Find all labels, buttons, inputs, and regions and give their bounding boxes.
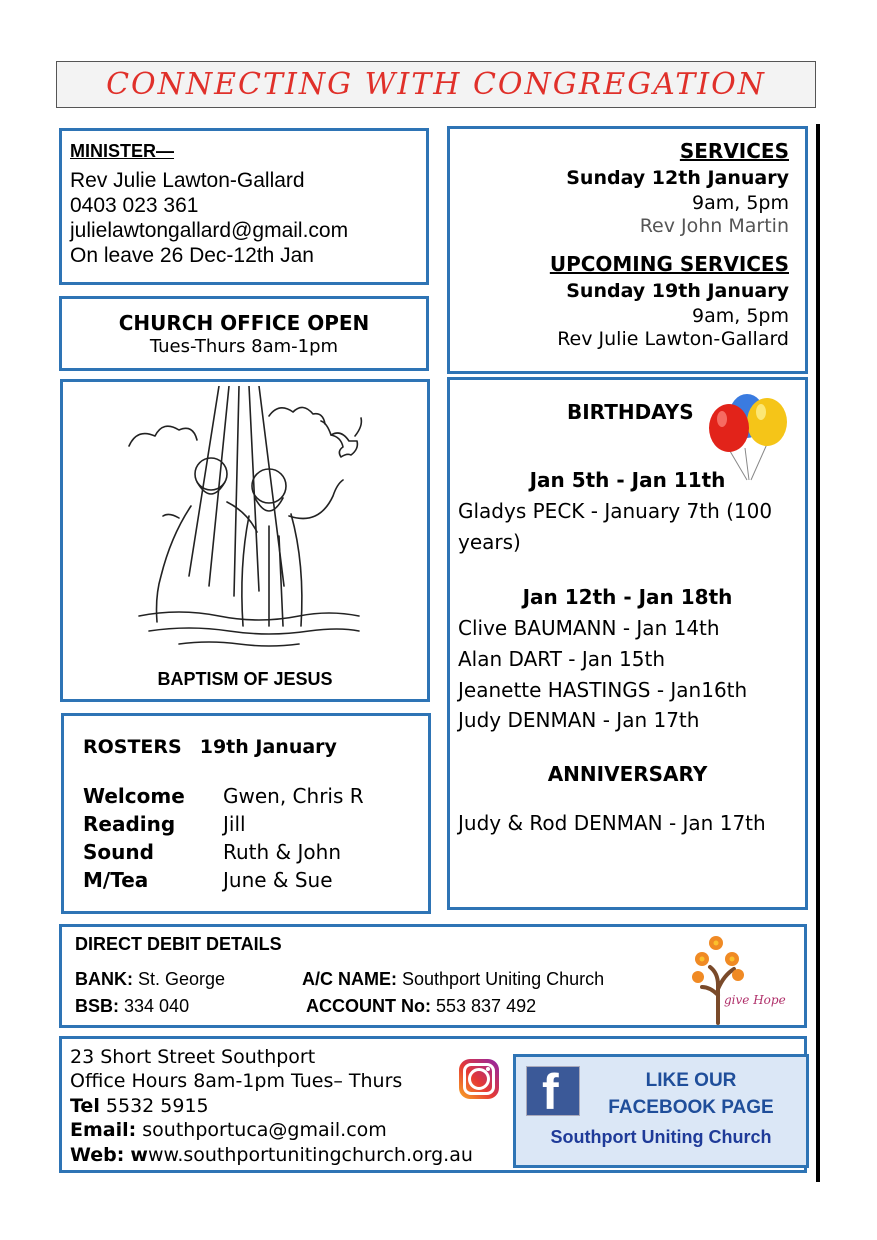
facebook-box[interactable]	[513, 1054, 809, 1168]
tel-value: 5532 5915	[105, 1095, 209, 1117]
minister-leave: On leave 26 Dec-12th Jan	[70, 244, 314, 267]
email-value[interactable]: southportuca@gmail.com	[142, 1119, 387, 1141]
office-heading: CHURCH OFFICE OPEN	[118, 311, 370, 335]
roster-row	[83, 838, 428, 866]
service-times: 9am, 5pm	[692, 192, 789, 214]
service-day: Sunday 12th January	[566, 167, 789, 189]
baptism-box	[60, 379, 430, 702]
debit-bsb	[75, 996, 189, 1017]
acname-value: Southport Uniting Church	[402, 969, 605, 989]
roster-role: Reading	[83, 812, 176, 836]
account-label: ACCOUNT No:	[306, 996, 431, 1016]
birthday-week-1: Jan 5th - Jan 11th	[529, 468, 726, 492]
bsb-label: BSB:	[75, 996, 119, 1016]
birthday-week-2: Jan 12th - Jan 18th	[522, 585, 733, 609]
instagram-icon[interactable]	[459, 1059, 499, 1099]
give-hope-text: give Hope	[724, 993, 786, 1007]
web-label: Web:	[70, 1144, 125, 1166]
birthdays-box	[447, 377, 808, 910]
account-value: 553 837 492	[436, 996, 537, 1016]
minister-box	[59, 128, 429, 285]
web-w: w	[130, 1144, 148, 1166]
rosters-box	[61, 713, 431, 914]
roster-names: Ruth & John	[223, 840, 341, 864]
roster-names: June & Sue	[223, 868, 333, 892]
debit-heading: DIRECT DEBIT DETAILS	[75, 934, 282, 954]
roster-role: Welcome	[83, 784, 185, 808]
roster-role: M/Tea	[83, 868, 149, 892]
acname-label: A/C NAME:	[302, 969, 397, 989]
give-hope-logo	[688, 929, 792, 1025]
web-value[interactable]: ww.southportunitingchurch.org.au	[147, 1144, 473, 1166]
roster-names: Jill	[223, 812, 246, 836]
bank-label: BANK:	[75, 969, 133, 989]
rosters-title: ROSTERS	[83, 736, 182, 758]
contact-box	[59, 1036, 807, 1173]
services-heading: SERVICES	[679, 139, 789, 163]
roster-row	[83, 866, 428, 894]
upcoming-service-day: Sunday 19th January	[566, 280, 789, 302]
upcoming-service-times: 9am, 5pm	[692, 305, 789, 327]
anniversary-heading: ANNIVERSARY	[547, 762, 708, 786]
minister-name: Rev Julie Lawton-Gallard	[70, 169, 305, 192]
roster-names: Gwen, Chris R	[223, 784, 364, 808]
anniversary-entry: Judy & Rod DENMAN - Jan 17th	[458, 811, 766, 835]
baptism-caption: BAPTISM OF JESUS	[157, 669, 333, 689]
facebook-line2: FACEBOOK PAGE	[608, 1097, 774, 1118]
minister-heading: MINISTER—	[70, 141, 175, 161]
contact-email	[70, 1118, 387, 1143]
debit-bank	[75, 969, 225, 990]
facebook-page-name: Southport Uniting Church	[550, 1127, 772, 1147]
contact-office-hours: Office Hours 8am-1pm Tues– Thurs	[70, 1070, 403, 1092]
birthday-entry: Alan DART - Jan 15th	[458, 647, 666, 671]
services-box	[447, 126, 808, 374]
bank-value: St. George	[138, 969, 226, 989]
church-office-box	[59, 296, 429, 371]
email-label: Email:	[70, 1119, 137, 1141]
facebook-line1: LIKE OUR	[645, 1070, 737, 1091]
roster-row	[83, 810, 428, 838]
minister-phone: 0403 023 361	[70, 194, 199, 217]
birthday-entry: Judy DENMAN - Jan 17th	[458, 708, 700, 732]
contact-address: 23 Short Street Southport	[70, 1046, 316, 1068]
service-minister: Rev John Martin	[639, 215, 789, 237]
office-hours: Tues-Thurs 8am-1pm	[149, 336, 339, 357]
bsb-value: 334 040	[124, 996, 190, 1016]
birthdays-heading: BIRTHDAYS	[567, 400, 694, 424]
contact-tel	[70, 1094, 209, 1119]
birthday-entry: Gladys PECK - January 7th (100	[458, 499, 773, 523]
baptism-illustration	[119, 386, 375, 666]
debit-acname	[302, 969, 604, 990]
facebook-icon: f	[526, 1066, 580, 1116]
contact-web	[70, 1143, 473, 1168]
page-title: CONNECTING WITH CONGREGATION	[56, 61, 816, 108]
roster-role: Sound	[83, 840, 154, 864]
tel-label: Tel	[70, 1095, 100, 1117]
vertical-rule	[816, 124, 820, 1182]
birthday-entry: Clive BAUMANN - Jan 14th	[458, 616, 720, 640]
roster-row	[83, 782, 428, 810]
debit-account	[306, 996, 536, 1017]
facebook-like-text	[586, 1067, 796, 1121]
upcoming-service-minister: Rev Julie Lawton-Gallard	[557, 328, 789, 350]
rosters-heading	[83, 736, 428, 758]
rosters-date: 19th January	[199, 736, 337, 758]
direct-debit-box	[59, 924, 807, 1028]
birthday-entry: years)	[458, 530, 521, 554]
upcoming-services-heading: UPCOMING SERVICES	[549, 252, 789, 276]
minister-email: julielawtongallard@gmail.com	[70, 219, 349, 242]
birthday-entry: Jeanette HASTINGS - Jan16th	[458, 678, 748, 702]
